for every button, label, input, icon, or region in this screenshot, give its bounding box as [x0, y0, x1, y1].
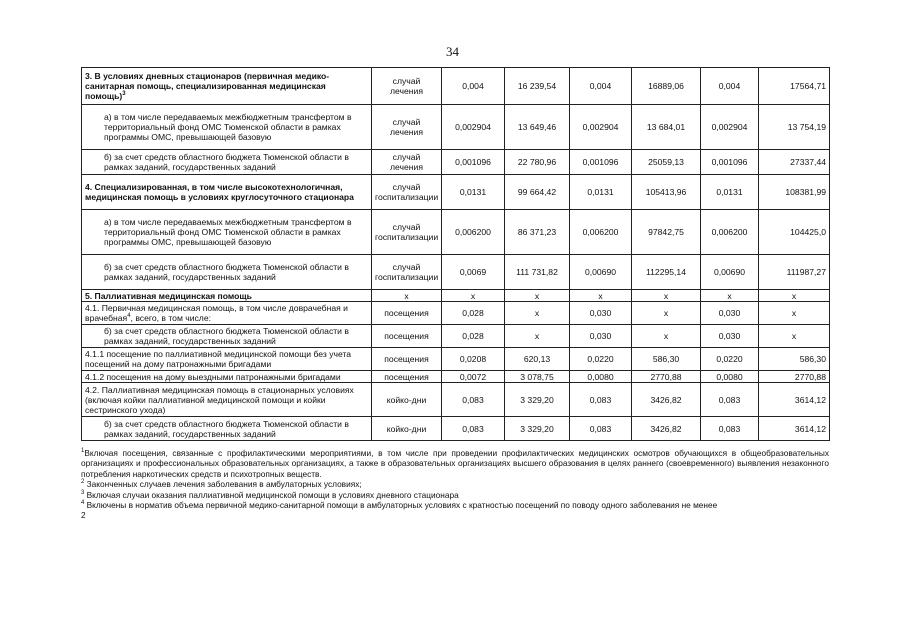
value-cell: 0,0131 — [701, 175, 759, 210]
value-cell: 104425,0 — [759, 210, 830, 255]
value-cell: 0,0220 — [570, 348, 632, 371]
row-label: 3. В условиях дневных стационаров (первичная медико-санитарная помощь, специализированная медицинская помощь)$^3$ — [82, 68, 372, 105]
value-cell: 0,0131 — [442, 175, 505, 210]
value-cell: 2770,88 — [759, 371, 830, 383]
value-cell: 22 780,96 — [505, 150, 570, 175]
value-cell: 0,00690 — [701, 255, 759, 290]
value-cell: 586,30 — [759, 348, 830, 371]
value-cell: 0,006200 — [701, 210, 759, 255]
table-row — [82, 150, 830, 175]
unit-cell: случай госпитализации — [372, 210, 442, 255]
value-cell: 0,028 — [442, 302, 505, 325]
value-cell: 586,30 — [632, 348, 701, 371]
unit-cell: койко-дни — [372, 417, 442, 441]
table-row — [82, 325, 830, 348]
unit-cell: посещения — [372, 348, 442, 371]
unit-cell: посещения — [372, 325, 442, 348]
value-cell: 99 664,42 — [505, 175, 570, 210]
value-cell: 0,002904 — [701, 105, 759, 150]
value-cell: х — [632, 302, 701, 325]
value-cell: 0,083 — [701, 417, 759, 441]
unit-cell: случай госпитализации — [372, 175, 442, 210]
value-cell: х — [505, 325, 570, 348]
value-cell: 0,002904 — [570, 105, 632, 150]
value-cell: 0,002904 — [442, 105, 505, 150]
row-label: б) за счет средств областного бюджета Тюменской области в рамках заданий, государственных заданий — [82, 255, 372, 290]
value-cell: 112295,14 — [632, 255, 701, 290]
value-cell: 0,0069 — [442, 255, 505, 290]
value-cell: х — [759, 325, 830, 348]
value-cell: 97842,75 — [632, 210, 701, 255]
unit-cell: посещения — [372, 302, 442, 325]
value-cell: 13 684,01 — [632, 105, 701, 150]
row-label: 5. Паллиативная медицинская помощь — [82, 290, 372, 302]
table-row — [82, 371, 830, 383]
table-row — [82, 417, 830, 441]
footnotes — [81, 448, 829, 521]
row-label: б) за счет средств областного бюджета Тюменской области в рамках заданий, государственных заданий — [82, 150, 372, 175]
unit-cell: х — [372, 290, 442, 302]
unit-cell: койко-дни — [372, 383, 442, 417]
value-cell: 0,030 — [701, 325, 759, 348]
value-cell: 0,00690 — [570, 255, 632, 290]
value-cell: х — [701, 290, 759, 302]
value-cell: 0,083 — [442, 417, 505, 441]
table-row — [82, 255, 830, 290]
value-cell: 0,001096 — [570, 150, 632, 175]
row-label: б) за счет средств областного бюджета Тюменской области в рамках заданий, государственных заданий — [82, 325, 372, 348]
value-cell: 17564,71 — [759, 68, 830, 105]
value-cell: 0,001096 — [701, 150, 759, 175]
value-cell: 0,0131 — [570, 175, 632, 210]
row-label: 4.1.2 посещения на дому выездными патронажными бригадами — [82, 371, 372, 383]
standards-table — [81, 67, 830, 441]
row-label: 4. Специализированная, в том числе высокотехнологичная, медицинская помощь в условиях круглосуточного стационара — [82, 175, 372, 210]
value-cell: 108381,99 — [759, 175, 830, 210]
value-cell: 13 649,46 — [505, 105, 570, 150]
value-cell: 0,0080 — [701, 371, 759, 383]
table-row — [82, 175, 830, 210]
value-cell: 0,0208 — [442, 348, 505, 371]
value-cell: 0,004 — [701, 68, 759, 105]
value-cell: х — [442, 290, 505, 302]
page-number: 34 — [446, 44, 459, 59]
table-row — [82, 68, 830, 105]
value-cell: 0,028 — [442, 325, 505, 348]
value-cell: х — [759, 302, 830, 325]
table-row — [82, 290, 830, 302]
value-cell: 0,030 — [570, 325, 632, 348]
value-cell: 3 329,20 — [505, 417, 570, 441]
value-cell: 0,030 — [701, 302, 759, 325]
value-cell: х — [632, 290, 701, 302]
value-cell: 2770,88 — [632, 371, 701, 383]
table-row — [82, 383, 830, 417]
footnote-2: $^2$ Законченных случаев лечения заболевания в амбулаторных условиях; — [81, 479, 362, 490]
value-cell: 111 731,82 — [505, 255, 570, 290]
row-label: 4.1. Первичная медицинская помощь, в том числе доврачебная и врачебная$^4$, всего, в том числе: — [82, 302, 372, 325]
table-row — [82, 105, 830, 150]
value-cell: 0,083 — [442, 383, 505, 417]
footnote-3: $^3$ Включая случаи оказания паллиативной медицинской помощи в условиях дневного стационара — [81, 489, 459, 500]
row-label: а) в том числе передаваемых межбюджетным трансфертом в территориальный фонд ОМС Тюменской области в рамках программы ОМС, превышающей базовую — [82, 210, 372, 255]
value-cell: 0,083 — [701, 383, 759, 417]
unit-cell: случай лечения — [372, 105, 442, 150]
unit-cell: случай госпитализации — [372, 255, 442, 290]
unit-cell: случай лечения — [372, 68, 442, 105]
row-label: 4.1.1 посещение по паллиативной медицинской помощи без учета посещений на дому патронажными бригадами — [82, 348, 372, 371]
table-row — [82, 210, 830, 255]
row-label: а) в том числе передаваемых межбюджетным трансфертом в территориальный фонд ОМС Тюменской области в рамках программы ОМС, превышающей базовую — [82, 105, 372, 150]
value-cell: х — [759, 290, 830, 302]
value-cell: 620,13 — [505, 348, 570, 371]
value-cell: 16 239,54 — [505, 68, 570, 105]
value-cell: 0,001096 — [442, 150, 505, 175]
unit-cell: случай лечения — [372, 150, 442, 175]
table-row — [82, 302, 830, 325]
value-cell: 27337,44 — [759, 150, 830, 175]
value-cell: х — [632, 325, 701, 348]
value-cell: 0,030 — [570, 302, 632, 325]
unit-cell: посещения — [372, 371, 442, 383]
value-cell: 3 078,75 — [505, 371, 570, 383]
value-cell: 3426,82 — [632, 383, 701, 417]
row-label: б) за счет средств областного бюджета Тюменской области в рамках заданий, государственных заданий — [82, 417, 372, 441]
value-cell: 0,006200 — [570, 210, 632, 255]
footnote-4-tail: 2 — [81, 510, 86, 521]
table-row — [82, 348, 830, 371]
value-cell: 0,0072 — [442, 371, 505, 383]
value-cell: х — [505, 302, 570, 325]
value-cell: 13 754,19 — [759, 105, 830, 150]
value-cell: 0,083 — [570, 417, 632, 441]
value-cell: 3 329,20 — [505, 383, 570, 417]
value-cell: 0,0080 — [570, 371, 632, 383]
value-cell: 111987,27 — [759, 255, 830, 290]
value-cell: 25059,13 — [632, 150, 701, 175]
value-cell: 3614,12 — [759, 383, 830, 417]
footnote-1: $^1$Включая посещения, связанные с профилактическими мероприятиями, в том числе при проведении профилактических медицинских осмотров обучающихся в общеобразовательных организациях и профессиональных образовательных организациях, а также в образовательных организациях высшего образования в целях раннего (своевременного) выявления незаконного потребления наркотических средств и психотропных веществ. — [81, 448, 829, 479]
value-cell: 0,006200 — [442, 210, 505, 255]
value-cell: 86 371,23 — [505, 210, 570, 255]
value-cell: 3426,82 — [632, 417, 701, 441]
value-cell: 0,004 — [570, 68, 632, 105]
footnote-4: $^4$ Включены в норматив объема первичной медико-санитарной помощи в амбулаторных условиях с кратностью посещений по поводу одного заболевания не менее — [81, 500, 718, 511]
value-cell: х — [570, 290, 632, 302]
value-cell: 0,083 — [570, 383, 632, 417]
value-cell: х — [505, 290, 570, 302]
value-cell: 0,0220 — [701, 348, 759, 371]
value-cell: 0,004 — [442, 68, 505, 105]
value-cell: 3614,12 — [759, 417, 830, 441]
value-cell: 16889,06 — [632, 68, 701, 105]
value-cell: 105413,96 — [632, 175, 701, 210]
row-label: 4.2. Паллиативная медицинская помощь в стационарных условиях (включая койки паллиативной медицинской помощи и койки сестринского ухода) — [82, 383, 372, 417]
